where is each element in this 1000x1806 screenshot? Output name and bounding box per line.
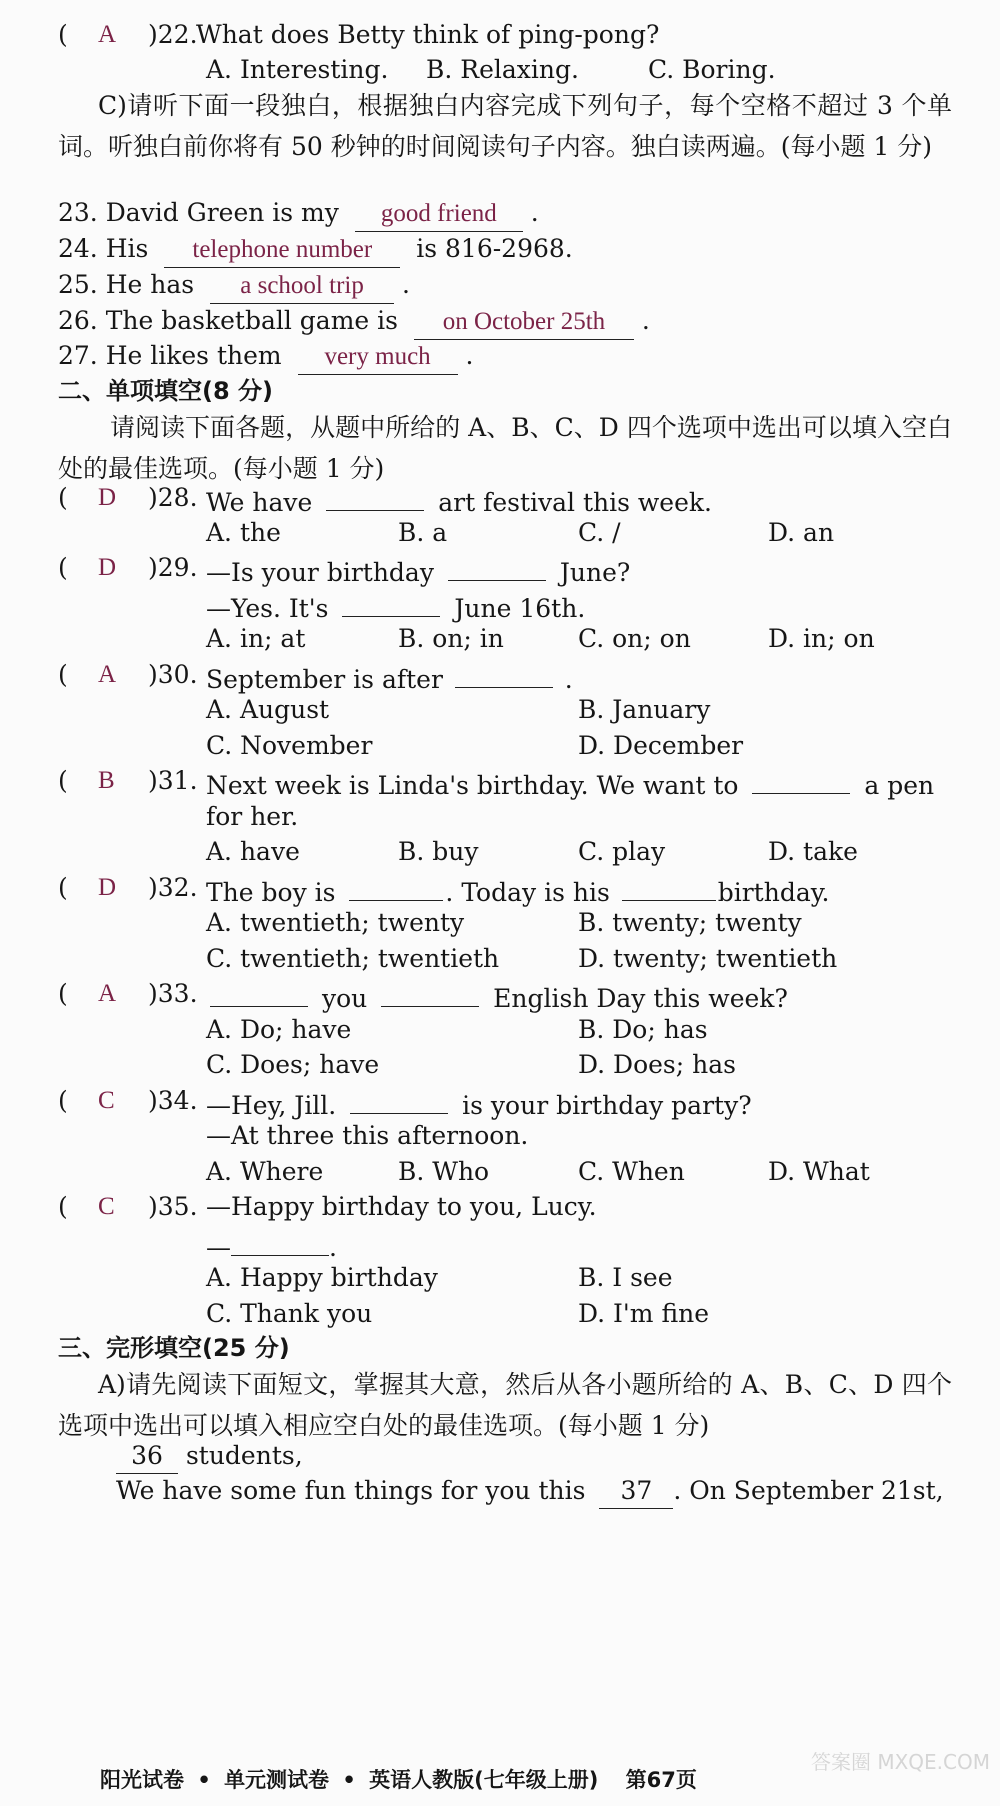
answer-blank [350,1080,448,1114]
question-32: ( D )32. The boy is . Today is his birthday. [58,867,952,908]
question-29: ( D )29. —Is your birthday June? [58,547,952,588]
question-22: ( A )22. What does Betty think of ping-pong? [58,14,952,55]
section-2-instructions: 请阅读下面各题，从题中所给的 A、B、C、D 四个选项中选出可以填入空白处的最佳选项。(每小题 1 分) [58,413,952,483]
handwritten-answer: D [98,554,117,581]
option-a: A. August [206,695,330,724]
passage-line-2: We have some fun things for you this 37 . On September 21st, [58,1470,952,1511]
option-d: D. twenty; twentieth [578,944,838,973]
question-stem: What does Betty think of ping-pong? [196,20,660,49]
passage-line-1: 36 students, [58,1435,952,1476]
option-b: B. twenty; twenty [578,908,802,937]
handwritten-answer: C [98,1087,115,1114]
question-33-options-row-2 [58,1044,952,1085]
question-stem: —Happy birthday to you, Lucy. [206,1192,597,1221]
option-a: A. Happy birthday [206,1263,438,1292]
question-stem: The boy is . Today is his birthday. [206,867,830,913]
question-stem: —Is your birthday June? [206,547,630,593]
option-d: D. take [768,837,858,866]
answer-blank [752,760,850,794]
page-number: 第67页 [625,1768,697,1792]
question-34-line-2: —At three this afternoon. [206,1121,529,1150]
handwritten-answer: good friend [355,197,523,232]
option-c: C. Boring. [648,55,776,84]
watermark: 答案圈 MXQE.COM [810,1750,990,1774]
answer-blank [381,973,479,1007]
handwritten-answer: on October 25th [414,305,634,340]
option-c: C. play [578,837,666,866]
question-35-options-row-1 [58,1257,952,1298]
option-c: C. When [578,1157,685,1186]
option-a: A. Interesting. [206,55,389,84]
option-c: C. on; on [578,624,691,653]
question-stem: you English Day this week? [206,973,788,1019]
option-a: A. have [206,837,300,866]
option-c: C. November [206,731,373,760]
option-b: B. buy [398,837,479,866]
answer-blank [349,867,443,901]
answer-blank [448,547,546,581]
option-b: B. on; in [398,624,504,653]
option-a: A. the [206,518,281,547]
sentence-24: 24. His telephone number is 816-2968. [58,228,952,269]
option-b: B. I see [578,1263,673,1292]
numbered-blank: 37 [599,1474,673,1509]
option-d: D. I'm fine [578,1299,710,1328]
sentence-23: 23. David Green is my good friend . [58,192,952,233]
answer-blank [210,973,308,1007]
question-31: ( B )31. Next week is Linda's birthday. We want to a pen [58,760,952,801]
handwritten-answer: a school trip [210,269,394,304]
answer-blank [455,654,553,688]
numbered-blank: 36 [116,1439,178,1474]
option-a: A. in; at [206,624,306,653]
handwritten-answer: A [98,661,117,688]
question-31-line-2: for her. [206,802,299,831]
question-28: ( D )28. We have art festival this week. [58,477,952,518]
option-c: C. Does; have [206,1050,380,1079]
option-c: C. / [578,518,621,547]
handwritten-answer: A [98,980,117,1007]
question-33: ( A )33. you English Day this week? [58,973,952,1014]
answer-blank [326,477,424,511]
question-30: ( A )30. September is after . [58,654,952,695]
page-footer: 阳光试卷 • 单元测试卷 • 英语人教版(七年级上册) 第67页 [100,1768,697,1792]
sentence-27: 27. He likes them very much . [58,335,952,376]
handwritten-answer: D [98,874,117,901]
handwritten-answer: D [98,484,117,511]
handwritten-answer: telephone number [164,233,400,268]
handwritten-answer: B [98,767,115,794]
answer-blank [622,867,716,901]
question-stem: Next week is Linda's birthday. We want to a pen [206,760,934,806]
option-b: B. Do; has [578,1015,708,1044]
question-22-options [58,49,952,90]
question-stem: —Hey, Jill. is your birthday party? [206,1080,752,1126]
option-d: D. an [768,518,835,547]
handwritten-answer: A [98,21,117,48]
option-a: A. Where [206,1157,324,1186]
option-b: B. Relaxing. [426,55,579,84]
question-29-options [58,618,952,659]
option-a: A. twentieth; twenty [206,908,465,937]
option-c: C. twentieth; twentieth [206,944,500,973]
sentence-25: 25. He has a school trip . [58,264,952,305]
handwritten-answer: C [98,1193,115,1220]
question-34: ( C )34. —Hey, Jill. is your birthday party? [58,1080,952,1121]
question-stem: We have art festival this week. [206,477,712,523]
section-3-title: 三、完形填空(25 分) [58,1334,290,1362]
question-29-line-2: —Yes. It's June 16th. [58,583,952,624]
handwritten-answer: very much [298,340,458,375]
option-b: B. January [578,695,711,724]
option-d: D. What [768,1157,870,1186]
option-b: B. a [398,518,448,547]
section-3-instructions: A)请先阅读下面短文，掌握其大意，然后从各小题所给的 A、B、C、D 四个选项中选出可以填入相应空白处的最佳选项。(每小题 1 分) [58,1370,952,1440]
answer-blank [231,1222,329,1256]
question-35: ( C )35. —Happy birthday to you, Lucy. [58,1186,952,1227]
part-c-instructions: C)请听下面一段独白，根据独白内容完成下列句子，每个空格不超过 3 个单词。听独白前你将有 50 秒钟的时间阅读句子内容。独白读两遍。(每小题 1 分) [58,91,952,161]
sentence-26: 26. The basketball game is on October 25th . [58,300,952,341]
option-a: A. Do; have [206,1015,352,1044]
question-32-options-row-1 [58,902,952,943]
option-d: D. Does; has [578,1050,736,1079]
option-d: D. December [578,731,744,760]
question-35-line-2: — . [58,1222,952,1263]
section-2-title: 二、单项填空(8 分) [58,377,273,405]
question-31-options [58,831,952,872]
answer-blank [342,583,440,617]
option-b: B. Who [398,1157,490,1186]
option-c: C. Thank you [206,1299,373,1328]
question-stem: September is after . [206,654,573,700]
question-30-options-row-1 [58,689,952,730]
option-d: D. in; on [768,624,875,653]
